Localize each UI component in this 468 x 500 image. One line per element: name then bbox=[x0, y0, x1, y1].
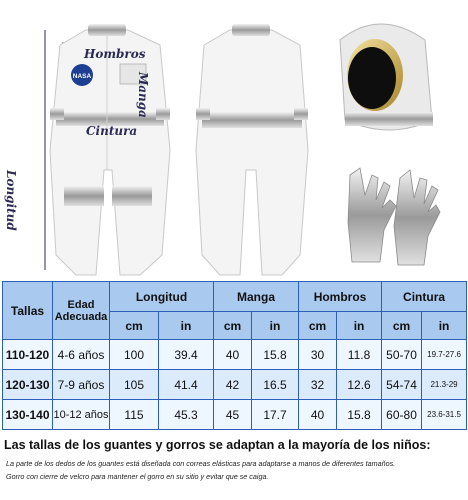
header-manga: Manga bbox=[214, 282, 299, 312]
cell-cintura-cm: 54-74 bbox=[382, 370, 422, 400]
cell-hombros-in: 11.8 bbox=[337, 340, 382, 370]
cell-edad: 4-6 años bbox=[53, 340, 110, 370]
cell-hombros-cm: 30 bbox=[299, 340, 337, 370]
table-header-row bbox=[3, 282, 467, 312]
notes-line-gloves: La parte de los dedos de los guantes está diseñada con correas elásticas para adaptarse a manos de diferentes tamaños. bbox=[6, 459, 396, 468]
cell-edad: 10-12 años bbox=[53, 400, 110, 430]
cell-manga-cm: 42 bbox=[214, 370, 252, 400]
size-table bbox=[2, 281, 467, 430]
cell-longitud-cm: 100 bbox=[110, 340, 159, 370]
longitud-label: Longitud bbox=[4, 170, 18, 231]
unit-cm: cm bbox=[110, 312, 159, 340]
header-hombros: Hombros bbox=[299, 282, 382, 312]
unit-cm: cm bbox=[214, 312, 252, 340]
cell-talla: 130-140 bbox=[3, 400, 53, 430]
header-tallas: Tallas bbox=[3, 282, 53, 340]
cell-edad: 7-9 años bbox=[53, 370, 110, 400]
cell-longitud-cm: 115 bbox=[110, 400, 159, 430]
cell-manga-cm: 45 bbox=[214, 400, 252, 430]
cell-manga-in: 17.7 bbox=[252, 400, 299, 430]
cintura-label: Cintura bbox=[86, 124, 138, 138]
header-edad: Edad Adecuada bbox=[53, 282, 110, 340]
cell-talla: 120-130 bbox=[3, 370, 53, 400]
cell-hombros-in: 12.6 bbox=[337, 370, 382, 400]
cell-longitud-cm: 105 bbox=[110, 370, 159, 400]
cell-talla: 110-120 bbox=[3, 340, 53, 370]
unit-in: in bbox=[159, 312, 214, 340]
cell-longitud-in: 39.4 bbox=[159, 340, 214, 370]
cell-hombros-cm: 32 bbox=[299, 370, 337, 400]
notes-line-hat: Gorro con cierre de velcro para mantener el gorro en su sitio y evitar que se caiga. bbox=[6, 472, 269, 481]
cell-longitud-in: 45.3 bbox=[159, 400, 214, 430]
astronaut-suit-back bbox=[196, 24, 308, 275]
cell-cintura-in: 21.3-29 bbox=[422, 370, 467, 400]
cell-cintura-cm: 50-70 bbox=[382, 340, 422, 370]
table-row bbox=[3, 340, 467, 370]
cell-manga-cm: 40 bbox=[214, 340, 252, 370]
silver-gloves bbox=[348, 168, 440, 265]
cell-manga-in: 15.8 bbox=[252, 340, 299, 370]
astronaut-suit-front bbox=[50, 24, 170, 275]
astronaut-helmet bbox=[340, 24, 433, 130]
hombros-label: Hombros bbox=[84, 47, 146, 61]
header-longitud: Longitud bbox=[110, 282, 214, 312]
cell-cintura-in: 23.6-31.5 bbox=[422, 400, 467, 430]
header-cintura: Cintura bbox=[382, 282, 467, 312]
cell-cintura-cm: 60-80 bbox=[382, 400, 422, 430]
cell-cintura-in: 19.7-27.6 bbox=[422, 340, 467, 370]
unit-in: in bbox=[252, 312, 299, 340]
notes-title: Las tallas de los guantes y gorros se adaptan a la mayoría de los niños: bbox=[4, 438, 431, 452]
unit-in: in bbox=[422, 312, 467, 340]
svg-text:NASA: NASA bbox=[72, 73, 92, 80]
cell-manga-in: 16.5 bbox=[252, 370, 299, 400]
table-row bbox=[3, 400, 467, 430]
unit-in: in bbox=[337, 312, 382, 340]
unit-cm: cm bbox=[382, 312, 422, 340]
cell-hombros-cm: 40 bbox=[299, 400, 337, 430]
table-row bbox=[3, 370, 467, 400]
cell-longitud-in: 41.4 bbox=[159, 370, 214, 400]
cell-hombros-in: 15.8 bbox=[337, 400, 382, 430]
unit-cm: cm bbox=[299, 312, 337, 340]
manga-label: Manga bbox=[136, 72, 150, 118]
